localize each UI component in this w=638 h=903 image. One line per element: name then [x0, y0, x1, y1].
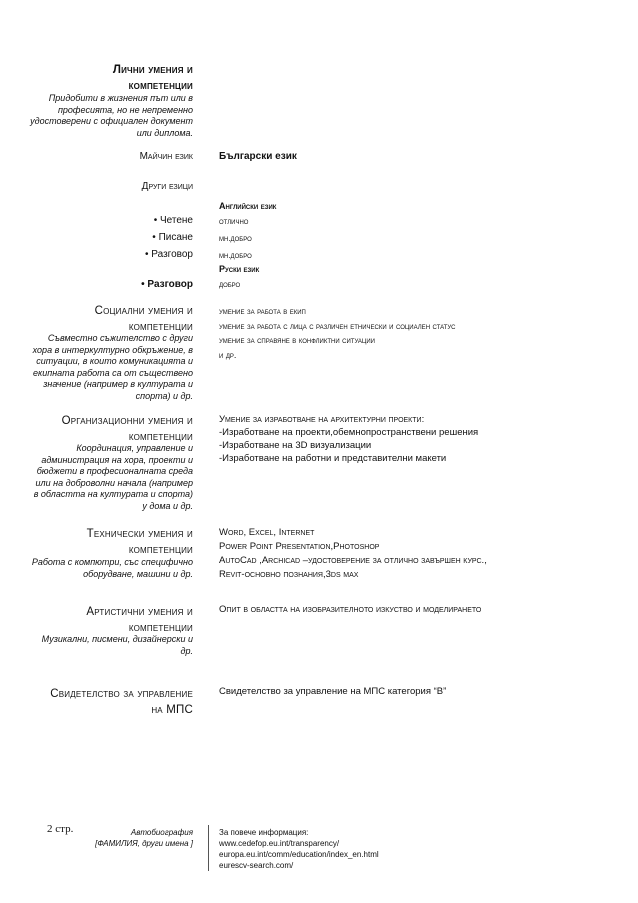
english-speaking-value: мн.добро	[219, 251, 252, 260]
english-writing-value: мн.добро	[219, 234, 252, 243]
value-line: Word, Excel, Internet	[219, 527, 315, 538]
section-title-organisational	[20, 413, 193, 445]
section-desc-organisational	[20, 443, 193, 512]
desc-line: Придобити в жизнения път или в	[48, 93, 193, 103]
section-title-personal	[20, 62, 193, 94]
technical-values	[219, 526, 487, 582]
desc-line: бюджети в професионалната среда	[36, 466, 193, 476]
value-line: Power Point Presentation,Photoshop	[219, 541, 380, 552]
footer-info-line: За повече информация:	[219, 828, 309, 837]
desc-line: удостоверени с официален документ	[30, 116, 193, 126]
footer-doc-line: [ФАМИЛИЯ, други имена ]	[95, 839, 193, 848]
desc-line: др.	[180, 645, 193, 656]
section-title-technical	[20, 526, 193, 558]
section-desc-artistic	[20, 634, 193, 657]
english-speaking-label: • Разговор	[145, 249, 193, 260]
footer-info-link[interactable]: eurescv-search.com/	[219, 861, 294, 870]
section-desc-social	[20, 333, 193, 402]
english-heading: Английски език	[219, 201, 277, 211]
social-title-line1: Социални умения и	[94, 305, 193, 317]
footer-info-link[interactable]: europa.eu.int/comm/education/index_en.html	[219, 850, 379, 859]
russian-heading: Руски език	[219, 264, 260, 274]
social-values	[219, 304, 455, 362]
mother-tongue-label: Майчин език	[139, 151, 193, 162]
desc-line: Съвместно съжителство с други	[47, 333, 193, 343]
russian-speaking-label: • Разговор	[141, 279, 193, 290]
desc-line: Координация, управление и	[76, 443, 193, 453]
driving-title-line1: Свидетелство за управление	[50, 688, 193, 700]
desc-line: професията, но не непременно	[57, 104, 193, 115]
artistic-value: Опит в областта на изобразителното изкуство и моделирането	[219, 604, 482, 615]
russian-speaking-value: добро	[219, 280, 241, 289]
tech-title-line1: Технически умения и	[86, 528, 193, 540]
page-number: 2 стр.	[47, 823, 74, 835]
english-reading-label: • Четене	[153, 215, 193, 226]
value-line: -Изработване на работни и представителни макети	[219, 453, 447, 464]
art-title-line1: Артистични умения и	[86, 606, 193, 618]
section-title-artistic	[20, 604, 193, 636]
driving-value: Свидетелство за управление на МПС категория “В”	[219, 686, 447, 697]
desc-line: хора в интеркултурно обкръжение, в	[32, 344, 193, 355]
desc-line: администрация на хора, проекти и	[41, 454, 193, 465]
org-title-line1: Организационни умения и	[61, 415, 193, 427]
section-title-driving	[20, 686, 193, 718]
desc-line: Работа с компютри, със специфично	[31, 557, 193, 567]
value-line: -Изработване на проекти,обемнопространствени решения	[219, 427, 479, 438]
mother-tongue-value: Български език	[219, 151, 297, 162]
desc-line: значение (например в културата и	[43, 379, 193, 389]
desc-line: спорта) и др.	[135, 390, 193, 401]
value-line: -Изработване на 3D визуализации	[219, 440, 372, 451]
desc-line: оборудване, машини и др.	[83, 568, 193, 579]
desc-line: ситуации, в които комуникацията и	[36, 356, 193, 366]
value-line: AutoCad ,Archicad –удостоверение за отлично завършен курс.,	[219, 555, 487, 566]
art-title-line2: компетенции	[128, 622, 193, 634]
value-line: Умение за изработване на архитектурни проекти:	[219, 414, 425, 425]
personal-title-line2: компетенции	[128, 80, 193, 92]
english-writing-label: • Писане	[152, 232, 193, 243]
footer-divider	[208, 825, 209, 871]
desc-line: екипната работа са от съществено	[33, 367, 193, 378]
footer-info-link[interactable]: www.cedefop.eu.int/transparency/	[219, 839, 340, 848]
value-line: Revit-основно познания,3ds max	[219, 569, 359, 580]
desc-line: или на доброволни начала (например	[35, 477, 193, 488]
driving-title-line2: на МПС	[151, 704, 193, 716]
footer-info	[219, 827, 379, 871]
social-title-line2: компетенции	[128, 321, 193, 333]
footer-doc-line: Автобиография	[130, 828, 193, 837]
desc-line: или диплома.	[136, 127, 193, 138]
section-title-social	[20, 303, 193, 335]
value-line: и др.	[219, 349, 237, 360]
desc-line: Музикални, писмени, дизайнерски и	[41, 634, 193, 644]
section-desc-personal	[20, 93, 193, 139]
value-line: умение за работа с лица с различен етнически и социален статус	[219, 320, 456, 331]
org-title-line2: компетенции	[128, 431, 193, 443]
value-line: умение за справяне в конфликтни ситуации	[219, 335, 375, 345]
footer-document-name	[90, 827, 193, 849]
value-line: умение за работа в екип	[219, 306, 306, 316]
personal-title-line1: Лични умения и	[112, 64, 193, 76]
desc-line: в областта на културата и спорта)	[33, 489, 193, 499]
desc-line: у дома и др.	[142, 500, 193, 511]
organisational-values	[219, 413, 478, 465]
section-desc-technical	[20, 557, 193, 580]
other-languages-label: Други езици	[141, 181, 193, 192]
tech-title-line2: компетенции	[128, 544, 193, 556]
english-reading-value: отлично	[219, 217, 249, 226]
